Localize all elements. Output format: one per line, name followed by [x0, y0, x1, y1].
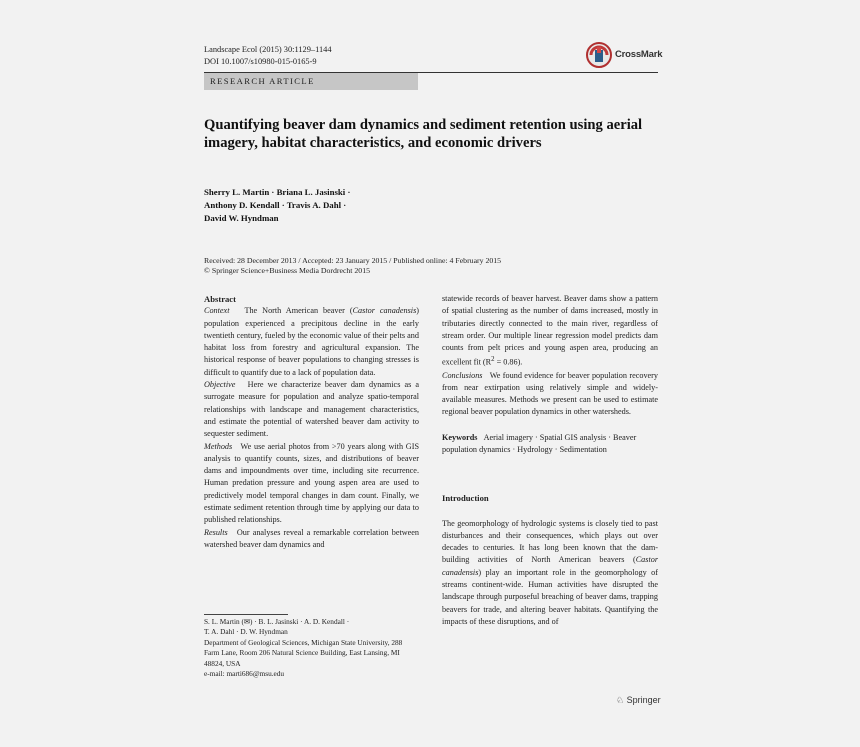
abstract-methods: Methods We use aerial photos from >70 years along with GIS analysis to quantify counts, sizes, and distributions of beaver dams and impoundments over time, including site recurrence. Human predation pressure and young aspen area are used to predictively model temporal changes in dam count. Finally, we estimate sediment retention through time by applying our data to published relationships. — [204, 441, 419, 525]
keywords-label: Keywords — [442, 432, 478, 442]
conclusions-label: Conclusions — [442, 370, 483, 380]
journal-header — [204, 44, 332, 67]
abstract-results: Results Our analyses reveal a remarkable correlation between watershed beaver dam dynamics and — [204, 527, 419, 549]
keywords-text: Aerial imagery · Spatial GIS analysis · Beaver population dynamics · Hydrology · Sedimentation — [442, 432, 637, 454]
results-label: Results — [204, 527, 228, 537]
abstract-results-continued: statewide records of beaver harvest. Beaver dams show a pattern of spatial clustering as the number of dams increased, mostly in tributaries directly connected to the main river, regardless of stream order. Our multiple linear regression model predicts dam counts from pelt prices and young aspen area, producing an excellent fit $(R^2 = 0.86)$. — [442, 294, 658, 368]
crossmark-label: CrossMark — [615, 49, 663, 60]
doi-link[interactable]: DOI 10.1007/s10980-015-0165-9 — [204, 56, 317, 66]
authors-line: Anthony D. Kendall · Travis A. Dahl · — [204, 200, 347, 210]
abstract-objective: Objective Here we characterize beaver dam dynamics as a surrogate measure for population and analyze spatio-temporal relationships with landscape and management characteristics, and estimate the potential of watershed beaver dam activity to sequester sediment. — [204, 380, 420, 439]
journal-citation: Landscape Ecol (2015) 30:1129–1144 — [204, 45, 332, 54]
abstract-heading: Abstract — [204, 294, 236, 304]
publisher-name: Springer — [626, 695, 661, 705]
contact-email[interactable]: e-mail: marti686@msu.edu — [204, 669, 285, 679]
abstract-context: Context The North American beaver (Castor canadensis) population experienced a precipitous decline in the early twentieth century, fueled by the economic value of their pelts and habitat loss from forestry and agricultural expansion. The historical response of beaver populations to changing stresses is difficult to quantify due to a lack of population data. — [204, 306, 419, 377]
authors-line: Sherry L. Martin · Briana L. Jasinski · — [204, 187, 351, 197]
publisher-logo — [616, 695, 661, 706]
author-affiliation: S. L. Martin (✉) · B. L. Jasinski · A. D. Kendall · T. A. Dahl · D. W. Hyndman Department of Geological Sciences, Michigan State University, 288 Farm Lane, Room 206 Natural Science Building, East Lansing, MI 48824, USA e-mail: marti686@msu.edu — [204, 617, 419, 679]
right-column — [442, 293, 658, 628]
copyright-line: © Springer Science+Business Media Dordrecht 2015 — [204, 266, 371, 275]
crossmark-badge[interactable] — [586, 42, 676, 70]
footnote-rule — [204, 614, 288, 615]
context-label: Context — [204, 306, 230, 316]
authors-line: David W. Hyndman — [204, 213, 279, 223]
article-title: Quantifying beaver dam dynamics and sediment retention using aerial imagery, habitat characteristics, and economic drivers — [204, 117, 643, 151]
author-list — [204, 186, 504, 225]
left-column — [204, 293, 419, 551]
springer-horse-icon: ♘ — [616, 695, 625, 705]
section-label: RESEARCH ARTICLE — [210, 76, 315, 86]
section-banner — [204, 73, 418, 90]
introduction-paragraph: The geomorphology of hydrologic systems is closely tied to past disturbances and their consequences, which plays out over decades to centuries. It has long been known that the dam-building activities of North American beavers (Castor canadensis) play an important role in the geomorphology of streams continent-wide. Human activities have disrupted the landscape through purposeful breaching of beaver dams, trapping beavers for trade, and altering beaver habitats. Quantifying the impacts of these disruptions, and of — [442, 518, 658, 626]
keywords — [442, 432, 658, 457]
crossmark-icon — [586, 42, 612, 68]
introduction-heading: Introduction — [442, 493, 489, 504]
dates-line: Received: 28 December 2013 / Accepted: 23 January 2015 / Published online: 4 February 2015 — [204, 256, 502, 265]
publication-history — [204, 256, 654, 276]
methods-label: Methods — [204, 441, 233, 451]
objective-label: Objective — [204, 380, 236, 390]
abstract-conclusions: Conclusions We found evidence for beaver population recovery from near extirpation using relatively simple and widely-available measures. Methods we present can be used to estimate regional beaver population dynamics in other watersheds. — [442, 370, 659, 417]
